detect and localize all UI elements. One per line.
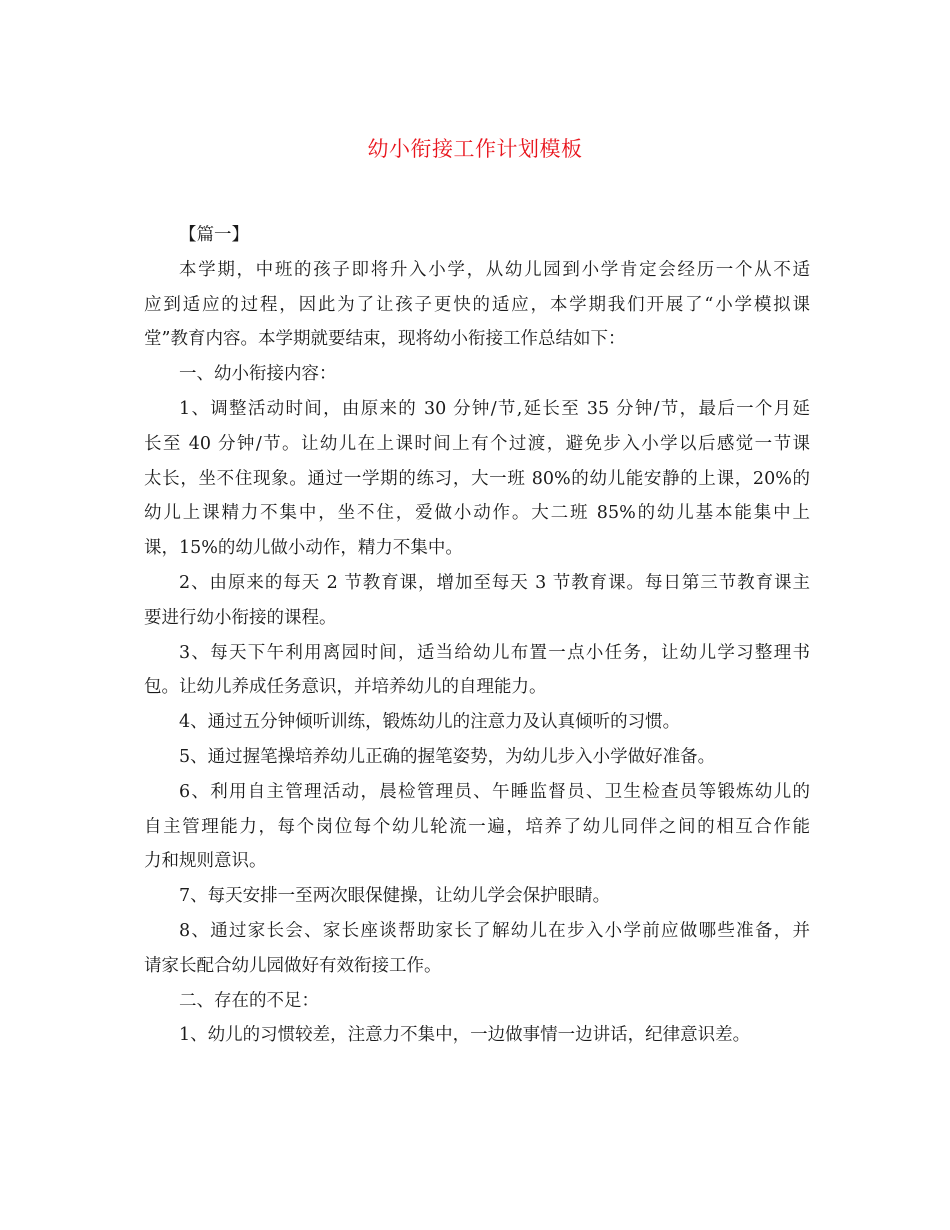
text-line: 包。让幼儿养成任务意识，并培养幼儿的自理能力。 <box>144 677 547 698</box>
text-line: 3、每天下午利用离园时间，适当给幼儿布置一点小任务，让幼儿学习整理书 <box>179 642 810 663</box>
text-line: 自主管理能力，每个岗位每个幼儿轮流一遍，培养了幼儿同伴之间的相互合作能 <box>144 816 810 837</box>
text-line: 要进行幼小衔接的课程。 <box>144 607 337 628</box>
text-line: 8、通过家长会、家长座谈帮助家长了解幼儿在步入小学前应做哪些准备，并 <box>179 920 810 941</box>
text-line: 请家长配合幼儿园做好有效衔接工作。 <box>144 955 442 976</box>
document-body <box>144 218 810 1053</box>
text-line: 7、每天安排一至两次眼保健操，让幼儿学会保护眼睛。 <box>179 886 611 907</box>
text-line: 1、调整活动时间，由原来的 30 分钟/节,延长至 35 分钟/节，最后一个月延 <box>179 398 810 419</box>
text-line: 本学期，中班的孩子即将升入小学，从幼儿园到小学肯定会经历一个从不适 <box>179 259 810 280</box>
text-line: 6、利用自主管理活动，晨检管理员、午睡监督员、卫生检查员等锻炼幼儿的 <box>179 781 810 802</box>
text-line: 4、通过五分钟倾听训练，锻炼幼儿的注意力及认真倾听的习惯。 <box>179 712 681 733</box>
text-line: 一、幼小衔接内容： <box>179 364 337 385</box>
text-line: 【篇一】 <box>179 225 249 245</box>
text-line: 1、幼儿的习惯较差，注意力不集中，一边做事情一边讲话，纪律意识差。 <box>179 1025 751 1046</box>
text-line: 堂”教育内容。本学期就要结束，现将幼小衔接工作总结如下： <box>144 329 626 350</box>
text-line: 应到适应的过程，因此为了让孩子更快的适应，本学期我们开展了“小学模拟课 <box>144 294 810 315</box>
text-line: 长至 40 分钟/节。让幼儿在上课时间上有个过渡，避免步入小学以后感觉一节课 <box>144 433 810 454</box>
text-line: 太长，坐不住现象。通过一学期的练习，大一班 80%的幼儿能安静的上课，20%的 <box>144 468 810 489</box>
text-line: 力和规则意识。 <box>144 851 267 872</box>
text-line: 2、由原来的每天 2 节教育课，增加至每天 3 节教育课。每日第三节教育课主 <box>179 572 810 593</box>
text-line: 二、存在的不足： <box>179 990 319 1011</box>
text-line: 幼儿上课精力不集中，坐不住，爱做小动作。大二班 85%的幼儿基本能集中上 <box>144 503 810 524</box>
document-title: 幼小衔接工作计划模板 <box>367 137 583 161</box>
text-line: 5、通过握笔操培养幼儿正确的握笔姿势，为幼儿步入小学做好准备。 <box>179 746 716 767</box>
text-line: 课，15%的幼儿做小动作，精力不集中。 <box>144 538 463 559</box>
